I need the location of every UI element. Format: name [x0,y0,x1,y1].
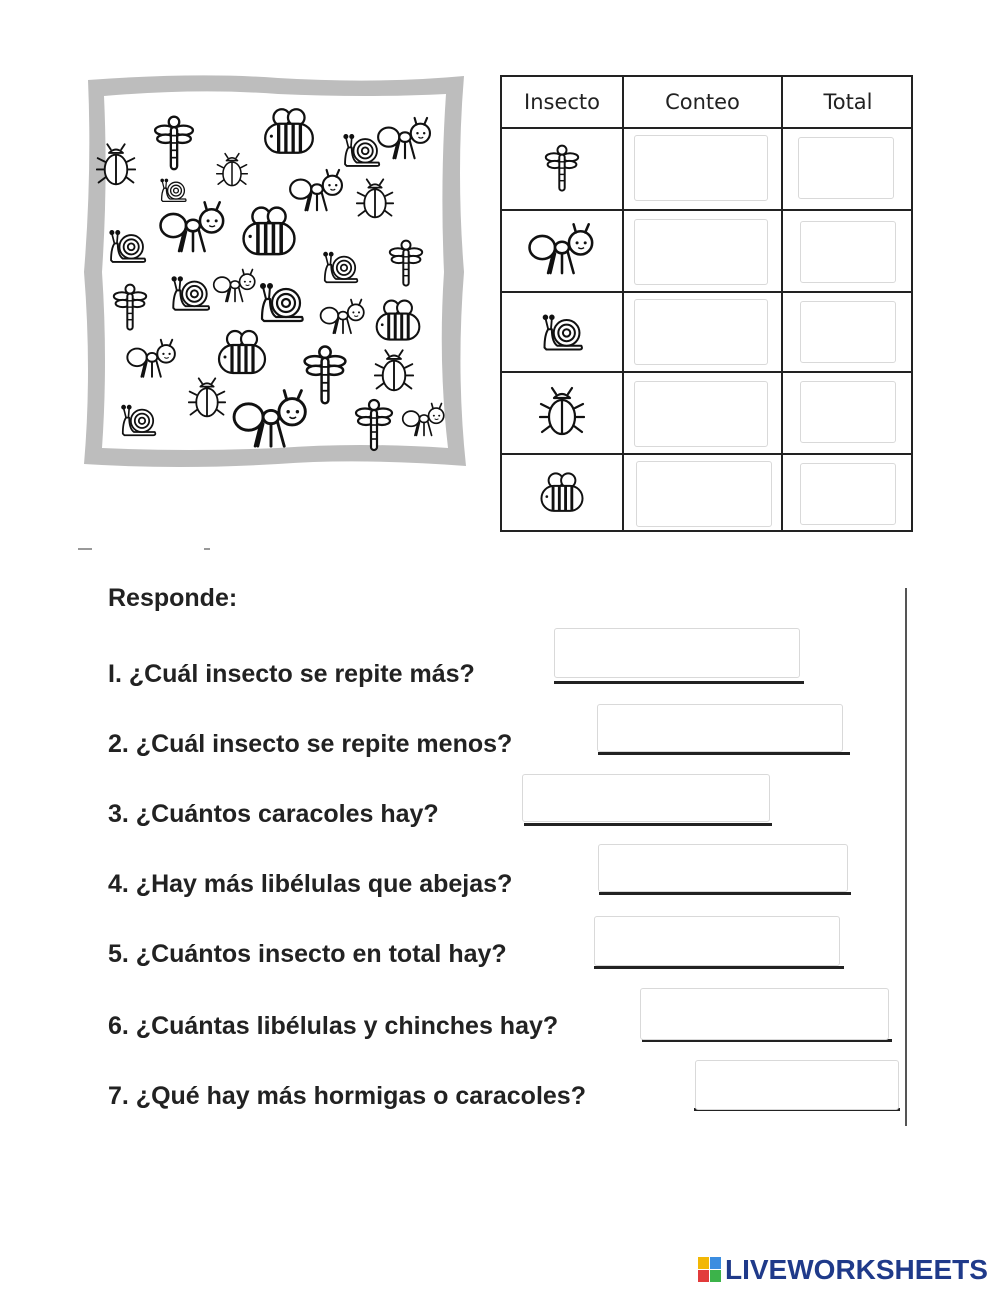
dragonfly-icon [305,347,346,404]
bee-icon [502,455,622,530]
answer-line-2 [598,752,850,755]
answer-input-5[interactable] [594,916,840,966]
ant-icon [502,211,622,291]
snail-icon [122,406,155,436]
snail-icon [502,293,622,371]
answer-line-5 [594,966,844,969]
question-5: 5. ¿Cuántos insecto en total hay? [108,940,507,968]
column-divider [622,77,624,530]
beetle-icon [217,154,248,186]
ant-icon [214,270,255,302]
tally-table [500,75,913,532]
header-conteo: Conteo [665,90,740,114]
column-divider [781,77,783,530]
section-border [905,588,907,1126]
bee-icon [219,331,265,373]
answer-line-4 [599,892,851,895]
conteo-input-dragonfly[interactable] [634,135,768,201]
dragonfly-icon [390,241,422,286]
beetle-icon [375,350,413,390]
snail-icon [344,135,379,166]
bug-cluster [97,109,444,450]
bug-counting-picture [78,72,470,472]
answer-input-7[interactable] [695,1060,899,1110]
ant-icon [403,404,444,436]
question-2: 2. ¿Cuál insecto se repite menos? [108,730,513,758]
snail-icon [261,284,303,321]
table-row-dragonfly [502,129,911,211]
answer-input-3[interactable] [522,774,770,822]
ant-icon [127,340,175,377]
liveworksheets-logo [698,1254,988,1286]
answer-input-2[interactable] [597,704,843,752]
table-header-row [502,77,911,129]
table-row-snail [502,293,911,373]
dragonfly-icon [356,400,392,450]
total-input-ant[interactable] [800,221,896,283]
dragonfly-icon [502,129,622,209]
ant-icon [321,300,364,334]
table-row-bee [502,455,911,532]
divider [78,548,92,550]
beetle-icon [502,373,622,453]
beetle-icon [357,179,393,217]
conteo-input-bee[interactable] [636,461,772,527]
question-6: 6. ¿Cuántas libélulas y chinches hay? [108,1012,559,1040]
total-input-dragonfly[interactable] [798,137,894,199]
conteo-input-snail[interactable] [634,299,768,365]
ant-icon [161,202,224,251]
snail-icon [172,277,209,310]
conteo-input-beetle[interactable] [634,381,768,447]
snail-icon [324,253,357,283]
logo-text: LIVEWORKSHEETS [725,1254,988,1285]
bee-icon [265,109,313,153]
total-input-snail[interactable] [800,301,896,363]
ant-icon [290,170,342,210]
header-insecto: Insecto [524,90,600,114]
question-3: 3. ¿Cuántos caracoles hay? [108,800,439,828]
ant-icon [234,391,305,446]
header-total: Total [823,90,873,114]
answer-input-6[interactable] [640,988,889,1040]
ant-icon [378,118,430,158]
question-7: 7. ¿Qué hay más hormigas o caracoles? [108,1082,586,1110]
dragonfly-icon [155,117,193,170]
responde-heading: Responde: [108,584,238,612]
total-input-bee[interactable] [800,463,896,525]
bee-icon [377,301,420,340]
table-row-ant [502,211,911,293]
beetle-icon [189,378,225,416]
divider [204,548,210,550]
bee-icon [244,208,295,255]
dragonfly-icon [114,285,146,330]
question-4: 4. ¿Hay más libélulas que abejas? [108,870,513,898]
answer-line-3 [524,823,772,826]
logo-mark-icon [698,1257,722,1283]
answer-input-4[interactable] [598,844,848,892]
answer-line-1 [554,681,804,684]
total-input-beetle[interactable] [800,381,896,443]
snail-icon [110,231,145,262]
snail-icon [161,179,186,201]
answer-input-1[interactable] [554,628,800,678]
conteo-input-ant[interactable] [634,219,768,285]
table-row-beetle [502,373,911,455]
question-1: I. ¿Cuál insecto se repite más? [108,660,475,688]
